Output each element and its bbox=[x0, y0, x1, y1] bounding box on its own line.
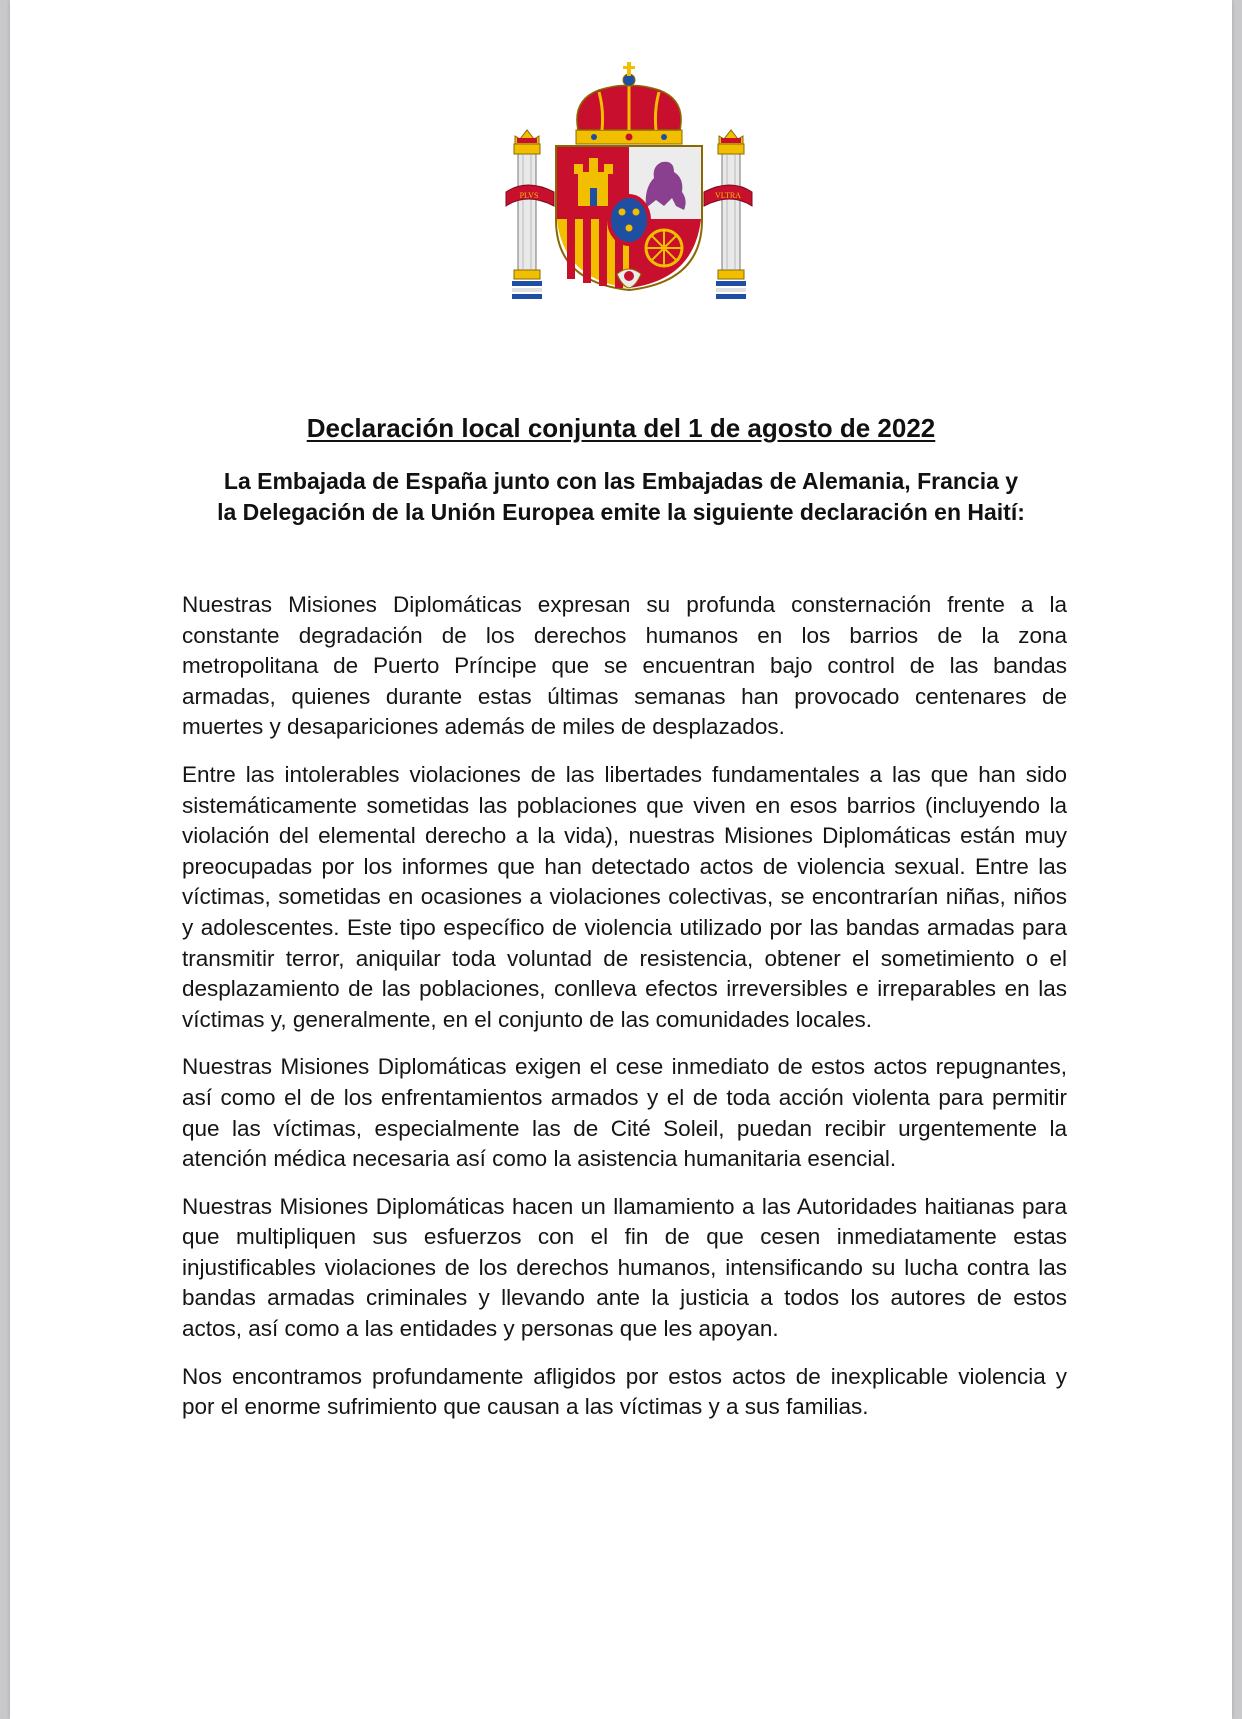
document-title-text: Declaración local conjunta del 1 de agosto de 2022 bbox=[306, 413, 936, 443]
motto-right: VLTRA bbox=[715, 191, 741, 200]
paragraph-1: Nuestras Misiones Diplomáticas expresan su profunda consternación frente a la constante degradación de los derechos humanos en los barrios de la zona metropolitana de Puerto Príncipe que se encuentran bajo control de las bandas armadas, quienes durante estas últimas semanas han provocado centenares de muertes y desapariciones además de miles de desplazados. bbox=[182, 592, 1067, 740]
document-title bbox=[10, 413, 1232, 444]
paragraph-2: Entre las intolerables violaciones de las libertades fundamentales a las que han sido sistemáticamente sometidas las poblaciones que viven en esos barrios (incluyendo la violación del elemental derecho a la vida), nuestras Misiones Diplomáticas están muy preocupadas por los informes que han detectado actos de violencia sexual. Entre las víctimas, sometidas en ocasiones a violaciones colectivas, se encontrarían niñas, niños y adolescentes. Este tipo específico de violencia utilizado por las bandas armadas para transmitir terror, aniquilar toda voluntad de resistencia, obtener el sometimiento o el desplazamiento de las poblaciones, conlleva efectos irreversibles e irreparables en las víctimas y, generalmente, en el conjunto de las comunidades locales. bbox=[182, 761, 1067, 1032]
left-pillar-icon bbox=[512, 130, 542, 299]
paragraph-5: Nos encontramos profundamente afligidos por estos actos de inexplicable violencia y por el enorme sufrimiento que causan a las víctimas y a sus familias. bbox=[182, 1363, 1067, 1420]
document-body bbox=[182, 590, 1067, 1440]
paragraph-3: Nuestras Misiones Diplomáticas exigen el cese inmediato de estos actos repugnantes, así como el de los enfrentamientos armados y el de toda acción violenta para permitir que las víctimas, especialmente las de Cité Soleil, puedan recibir urgentemente la atención médica necesaria así como la asistencia humanitaria esencial. bbox=[182, 1054, 1067, 1172]
paragraph-4: Nuestras Misiones Diplomáticas hacen un llamamiento a las Autoridades haitianas para que multipliquen sus esfuerzos con el fin de que cesen inmediatamente estas injustificables violaciones de los derechos humanos, intensificando su lucha contra las bandas armadas criminales y llevando ante la justicia a todos los autores de estos actos, así como a las entidades y personas que les apoyan. bbox=[182, 1193, 1067, 1342]
subtitle-line-1: La Embajada de España junto con las Embajadas de Alemania, Francia y bbox=[223, 468, 1019, 494]
document-subtitle bbox=[160, 466, 1082, 528]
right-pillar-icon bbox=[716, 130, 746, 299]
shield-icon bbox=[556, 146, 702, 290]
royal-crown-icon bbox=[576, 62, 682, 144]
document-page bbox=[10, 0, 1232, 1719]
coat-of-arms-emblem bbox=[504, 60, 754, 318]
subtitle-line-2: la Delegación de la Unión Europea emite la siguiente declaración en Haití: bbox=[217, 499, 1025, 525]
motto-left: PLVS bbox=[519, 191, 539, 200]
